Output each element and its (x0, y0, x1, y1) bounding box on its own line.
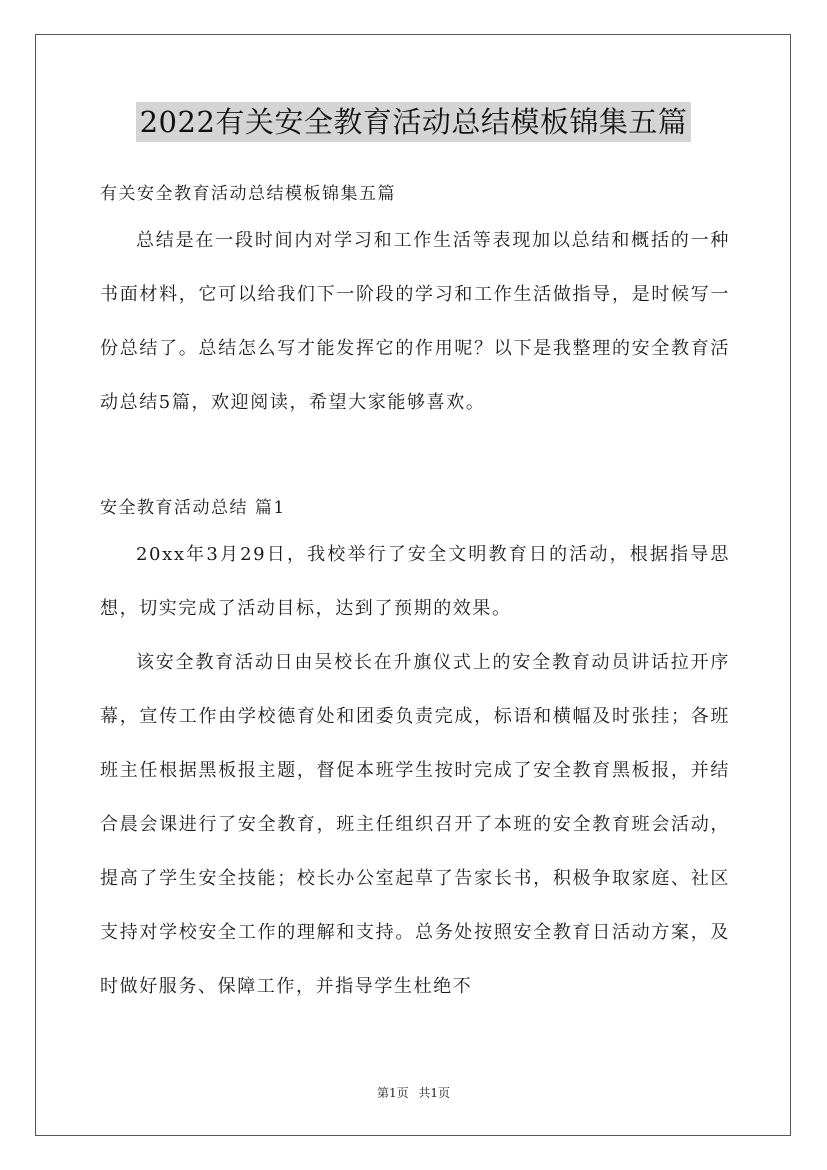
section-heading: 安全教育活动总结 篇1 (100, 498, 286, 518)
body-paragraph-2: 该安全教育活动日由吴校长在升旗仪式上的安全教育动员讲话拉开序幕，宣传工作由学校德育处和团委负责完成，标语和横幅及时张挂；各班班主任根据黑板报主题，督促本班学生按时完成了安全教育黑板报，并结合晨会课进行了安全教育，班主任组织召开了本班的安全教育班会活动，提高了学生安全技能；校长办公室起草了告家长书，积极争取家庭、社区支持对学校安全工作的理解和支持。总务处按照安全教育日活动方案，及时做好服务、保障工作，并指导学生杜绝不 (100, 652, 730, 997)
document-title: 2022有关安全教育活动总结模板锦集五篇 (136, 102, 692, 142)
intro-paragraph: 总结是在一段时间内对学习和工作生活等表现加以总结和概括的一种书面材料，它可以给我们下一阶段的学习和工作生活做指导，是时候写一份总结了。总结怎么写才能发挥它的作用呢？以下是我整理的安全教育活动总结5篇，欢迎阅读，希望大家能够喜欢。 (100, 230, 730, 413)
page-footer (0, 1084, 827, 1101)
body-paragraph-1: 20xx年3月29日，我校举行了安全文明教育日的活动，根据指导思想，切实完成了活动目标，达到了预期的效果。 (100, 544, 730, 619)
page-total: 共1页 (418, 1086, 451, 1100)
document-body (100, 174, 730, 1014)
document-subtitle: 有关安全教育活动总结模板锦集五篇 (100, 184, 396, 204)
page-number: 第1页 (376, 1086, 409, 1100)
title-container (0, 102, 827, 142)
